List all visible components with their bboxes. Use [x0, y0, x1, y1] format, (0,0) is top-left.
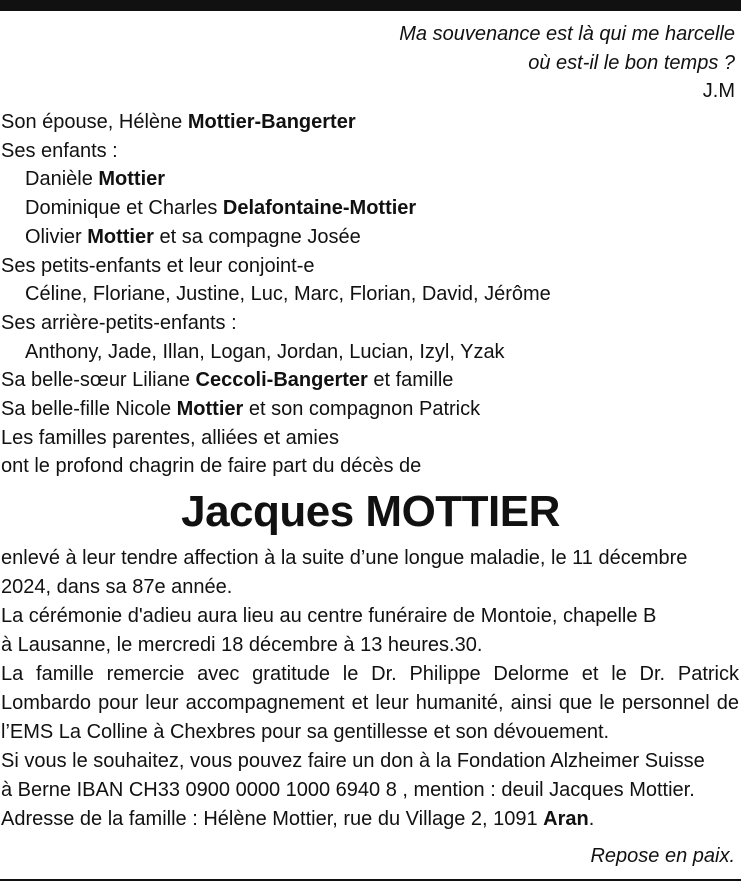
- deceased-name: Jacques MOTTIER: [181, 487, 560, 536]
- text: et famille: [367, 369, 454, 392]
- family-list: [1, 108, 736, 481]
- child-line: [1, 223, 736, 252]
- text: Sa belle-sœur Liliane: [1, 369, 196, 392]
- ceremony-line: La cérémonie d'adieu aura lieu au centre funéraire de Montoie, chapelle B: [1, 605, 657, 627]
- top-rule: [0, 0, 741, 11]
- town: Aran: [543, 808, 589, 830]
- surname: Mottier: [98, 168, 166, 191]
- child-line: [1, 165, 736, 194]
- donation-line: à Berne IBAN CH33 0900 0000 1000 6940 8 , mention : deuil Jacques Mottier.: [1, 779, 695, 801]
- passing-line: enlevé à leur tendre affection à la suite d’une longue maladie, le 11 décembre: [1, 547, 688, 569]
- children-heading: Ses enfants :: [1, 139, 118, 162]
- spouse-line: [1, 108, 736, 137]
- child-line: [1, 194, 736, 223]
- surname: Delafontaine-Mottier: [222, 197, 417, 220]
- bottom-rule: [0, 879, 741, 881]
- great-grandchildren-names: Anthony, Jade, Illan, Logan, Jordan, Lucian, Izyl, Yzak: [25, 340, 505, 363]
- text: .: [588, 808, 595, 830]
- text: Sa belle-fille Nicole: [1, 398, 177, 421]
- epigraph-line: Ma souvenance est là qui me harcelle: [399, 23, 735, 45]
- surname: Ceccoli-Bangerter: [195, 369, 368, 392]
- daughter-in-law-line: [1, 395, 736, 424]
- grandchildren-heading: Ses petits-enfants et leur conjoint-e: [1, 254, 315, 277]
- text: et son compagnon Patrick: [243, 398, 481, 421]
- ceremony-line: à Lausanne, le mercredi 18 décembre à 13 heures.30.: [1, 634, 483, 656]
- epigraph: [399, 20, 735, 106]
- passing-line: 2024, dans sa 87e année.: [1, 576, 233, 598]
- thanks-paragraph: La famille remercie avec gratitude le Dr. Philippe Delorme et le Dr. Patrick Lombardo pour leur accompagnement et leur humanité, ainsi que le personnel de l’EMS La Colline à Chexbres pour sa gentillesse et son dévouement.: [1, 663, 739, 743]
- great-grandchildren-heading: Ses arrière-petits-enfants :: [1, 311, 237, 334]
- announcement-line: ont le profond chagrin de faire part du décès de: [1, 455, 422, 478]
- address-line: [1, 805, 739, 834]
- text: Adresse de la famille : Hélène Mottier, rue du Village 2, 1091: [1, 808, 544, 830]
- text: Danièle: [25, 168, 99, 191]
- text: Olivier: [25, 225, 88, 248]
- closing-phrase: Repose en paix.: [590, 845, 735, 867]
- obituary-body: [1, 544, 739, 834]
- surname: Mottier: [176, 398, 244, 421]
- text: et sa compagne Josée: [153, 225, 361, 248]
- surname: Mottier: [87, 225, 154, 248]
- text: Son épouse, Hélène: [1, 111, 188, 133]
- epigraph-line: où est-il le bon temps ?: [528, 51, 735, 74]
- sister-in-law-line: [1, 366, 736, 395]
- text: Dominique et Charles: [25, 197, 223, 220]
- epigraph-signature: J.M: [702, 80, 735, 102]
- donation-line: Si vous le souhaitez, vous pouvez faire un don à la Fondation Alzheimer Suisse: [1, 750, 705, 772]
- surname: Mottier-Bangerter: [187, 111, 356, 133]
- relatives-line: Les familles parentes, alliées et amies: [1, 426, 339, 449]
- grandchildren-names: Céline, Floriane, Justine, Luc, Marc, Florian, David, Jérôme: [25, 283, 551, 306]
